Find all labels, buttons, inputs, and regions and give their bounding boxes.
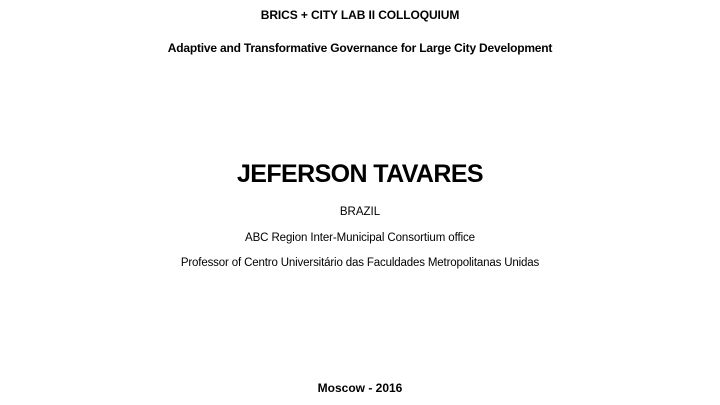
location-year-footer: Moscow - 2016 bbox=[317, 381, 403, 395]
speaker-country: BRAZIL bbox=[339, 206, 381, 218]
event-subtitle: Adaptive and Transformative Governance for Large City Development bbox=[167, 41, 553, 55]
speaker-name: JEFERSON TAVARES bbox=[237, 160, 483, 188]
speaker-affiliation-consortium: ABC Region Inter-Municipal Consortium office bbox=[245, 232, 475, 244]
speaker-affiliation-professor: Professor of Centro Universitário das Faculdades Metropolitanas Unidas bbox=[180, 257, 540, 269]
event-title: BRICS + CITY LAB II COLLOQUIUM bbox=[260, 8, 460, 22]
